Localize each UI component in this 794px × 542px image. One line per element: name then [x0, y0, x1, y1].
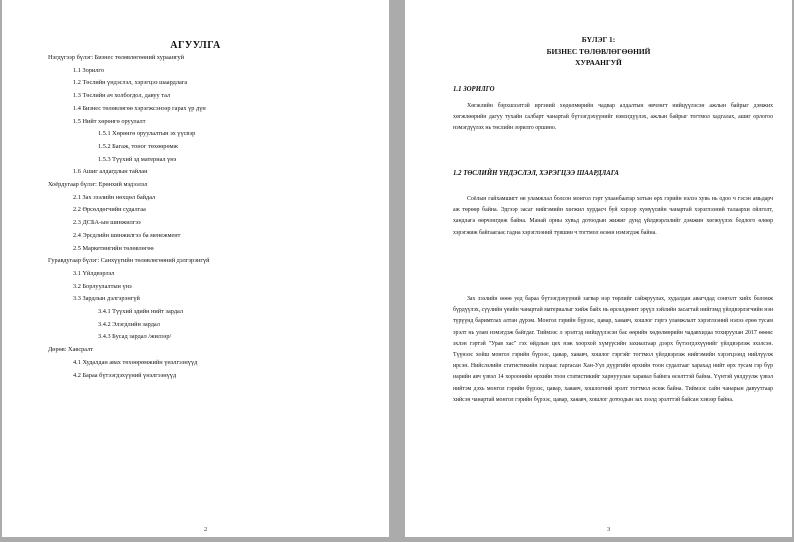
chapter-title-line-3: ХУРААНГУЙ: [575, 58, 622, 67]
page-number: 2: [204, 526, 208, 533]
chapter-title-line-1: БҮЛЭГ 1:: [581, 35, 616, 44]
toc-entry[interactable]: 1.5.1 Хөрөнгө оруулалтын эх үүсвэр: [98, 130, 196, 138]
chapter-title-line-2: БИЗНЕС ТӨЛӨВЛӨГӨӨНИЙ: [546, 46, 651, 56]
toc-entry[interactable]: 4.1 Худалдан авах төхөөрөмжийн үнэлгээнүүд: [73, 358, 198, 366]
toc-entry[interactable]: 3.3 Зардлын дэлгэрэнгүй: [73, 295, 140, 303]
toc-entry[interactable]: 1.4 Бизнес төлөвлөгөө хэрэгжсэнээр гарах үр дүн: [73, 104, 206, 112]
toc-chapter-entry[interactable]: Нэгдүгээр бүлэг: Бизнес төлөвлөгөөний хураангуй: [48, 54, 185, 61]
toc-entry[interactable]: 1.5.2 Багаж, тоног төхөөрөмж: [98, 142, 178, 150]
toc-entry[interactable]: 3.4.1 Түүхий эдийн нийт зардал: [98, 308, 184, 316]
toc-title: АГУУЛГА: [170, 40, 221, 51]
toc-entry[interactable]: 2.3 ДСБА-ын шинжилгээ: [73, 219, 141, 227]
toc-entry[interactable]: 3.4.2 Элэгдлийн зардал: [98, 320, 160, 328]
section-1-2-paragraph-2: Зах зээлийн өөөө уед бараа бүтээгдэхүүний загвар нэр төрлийг сайжруулах, худалдан авагчдад сонголт хийх боломж бүрдүүлэх, сүүлийн үеийн чанартай материалыг хийж байх нь өрсөлдөөнт эрүүл зэйлийн засагтай нийгэмд үйлдвэрлэгчийн нэн түрүүнд баримтлах алтан дүрэм. Монгол гэрийн бүрээс, цавар, хаяавч, хошлог гэргэ уламжлалт хэрэглээний нэлээ ерөө тусам эрэлт нь улам нэмэгдэж байгдаг. Тиймээс л эрэлтэд нийцүүлэсэн бас өөрийн хөдөлмөрийн чадавхидаа тохируулан 2017 өөөөс эхлэн гэртэй "Урав хас" гэх өйдлын цех нэж хоорхой хүмүүсийн захиалгаар дээрх бүтээгдэхүүнийг үйлдвэрлэж эхэлсэн. Түүнээс хойш монгол гэрийн бүрээс, цавар, хаяавч, хошлог гэргэйг тогтмол үйлдвэрлэж нийгэмийн хэрэгцээнд нийлүүлж ирсэн. Нийслэлийн статистикийн газраас гаргасан Хан-Уул дүүргийн өрхийн тоон судалгааг харахад нийт өрх тусам гэр бүр нарийн авч үзвэл 14 хороонийн өрхийн тоон статистикийг харнууулан харавал байнга өсөлттэй байна. Үүнтэй уялдуулж үзвэл нийтэм дэхь монгол гэрийн бүрээс, цавар, хаяавч, хошлогний эрэлт тогтмол өсөж байна. Тиймээс сайн чанарын давуутгаар хийсэн чанартай монгол гэрийн бүрээс, цавар, хаяавч, хошлог дотоодын зах зээлд эрэлттэй байсан хэвээр байна.: [453, 296, 773, 403]
page-3: [405, 0, 792, 537]
section-1-1-text: Хөгжлийн бэрхшээлтэй иргэний хөдөлмөрийн чадвар алдалтын өвчлөгт нийцүүлэсэн ажлын байрыг дэмжих хөгжлөөрийн дагуу тухайн салбарт чанартай бүтээгдэхүүнийг нэмэгдүүлэх, ажлын байрыг тогтмол хадгалах, ашиг орлогоо нэмэгдүүлэх нь төслийн зорилго оршино.: [453, 103, 773, 132]
section-1-2-paragraph-1: Соёлын гайхамшигт өв уламжлал болсон монгол гэрт улаанбаатар хотын өрх гэрийн нэлээ хувь нь одоо ч гэсэн амьдарч аж төрөөр байна. Эдгээр засаг нийгэмийн хөгжил хурдасч буй хэрээр хүмүүсийн чанартай хэрэглээний талаархи ойлголт, хандлага өөрчлөгдөж байна. Манай орны хувьд дотоодын жижиг дунд үйлдвэрлэлийг дэмжин хөгжүүлэх бодлого өлөөр хэрэгжиж байгаагаас гадна хэрэглээний түвшин ч тогтмол өсөөн нэмэгдэж байна.: [453, 196, 773, 236]
toc-chapter-entry[interactable]: Гуравдугаар бүлэг: Санхүүгийн төлөвлөгөөний дэлгэрэнгүй: [48, 257, 210, 265]
toc-entry[interactable]: 1.5.3 Түүхий эд материал үнэ: [98, 155, 177, 163]
page-number: 3: [607, 526, 611, 533]
toc-chapter-entry[interactable]: Дөрөв: Хавсралт: [48, 346, 94, 354]
section-heading-1-2: 1.2 ТӨСЛИЙН ҮНДЭСЛЭЛ, ХЭРЭГЦЭЭ ШААРДЛАГА: [453, 170, 619, 177]
toc-entry[interactable]: 1.3 Төслийн ач холбогдол, давуу тал: [73, 92, 171, 100]
toc-entry[interactable]: 1.5 Нийт хөрөнгө оруулалт: [73, 117, 146, 125]
toc-entry[interactable]: 1.1 Зорилго: [73, 66, 104, 74]
chapter-title: [405, 34, 792, 69]
toc-entry[interactable]: 3.2 Борлуулалтын үнэ: [73, 282, 132, 290]
toc-entry[interactable]: 2.1 Зах зээлийн нөхцөл байдал: [73, 193, 156, 201]
toc-entry[interactable]: 2.5 Маркетингийн төлөвлөгөө: [73, 244, 154, 252]
toc-entry[interactable]: 1.6 Ашиг алдагдлын тайлан: [73, 168, 148, 176]
toc-entry[interactable]: 2.4 Эрсдлийн шинжилгээ ба менежмент: [73, 231, 181, 239]
toc-entry[interactable]: 3.4.3 Бусад зардал /жилээр/: [98, 333, 172, 341]
toc-chapter-entry[interactable]: Хоёрдугаар бүлэг: Ерөнхий мэдээлэл: [48, 181, 148, 189]
page-2: [2, 0, 389, 537]
toc-entry[interactable]: 2.2 Өрсөлдөгчийн судалгаа: [73, 206, 146, 214]
toc-entry[interactable]: 3.1 Үйлдвэрлэл: [73, 269, 115, 277]
table-of-contents: [48, 52, 379, 382]
toc-entry[interactable]: 1.2 Төслийн үндэслэл, хэрэгцээ шаардлага: [73, 79, 188, 87]
section-heading-1-1: 1.1 ЗОРИЛГО: [453, 86, 495, 93]
toc-entry[interactable]: 4.2 Бараа бүтээгдэхүүний үнэлгээнүүд: [73, 371, 177, 379]
